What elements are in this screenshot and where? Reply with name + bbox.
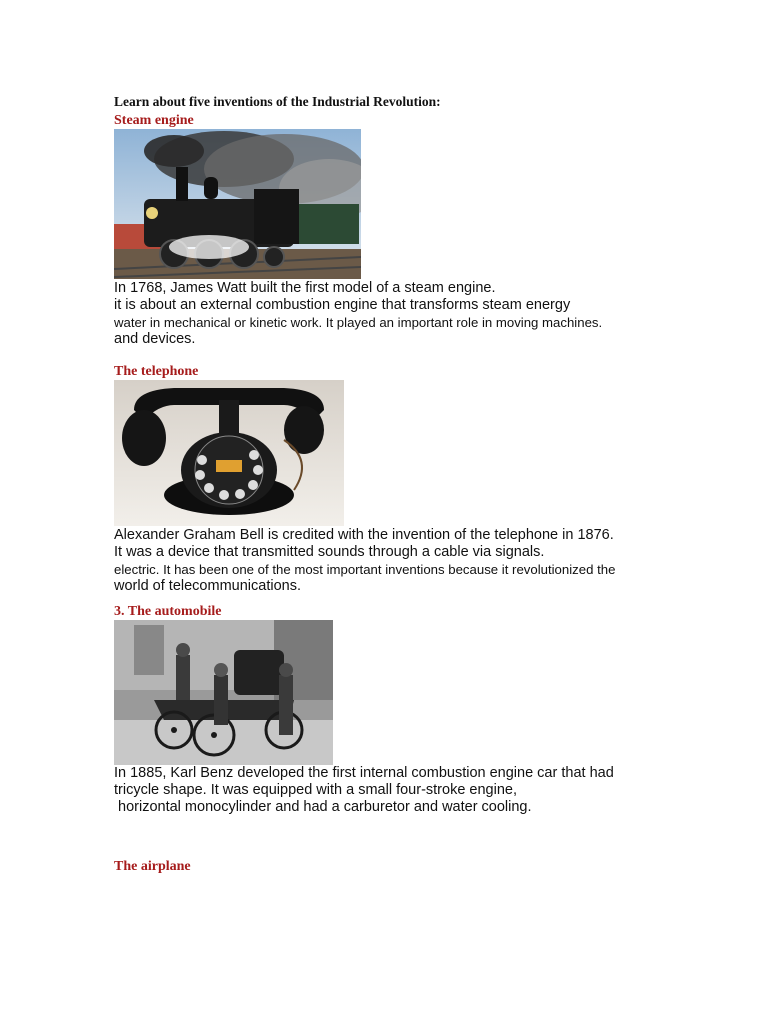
automobile-text-line: tricycle shape. It was equipped with a small four-stroke engine, [114, 782, 517, 798]
telephone-text-line: It was a device that transmitted sounds through a cable via signals. [114, 544, 545, 560]
steam-locomotive-photo [114, 129, 361, 279]
rotary-telephone-photo [114, 380, 344, 526]
telephone-text-line: Alexander Graham Bell is credited with the invention of the telephone in 1876. [114, 527, 614, 543]
steam-text-line: water in mechanical or kinetic work. It played an important role in moving machines. [114, 315, 603, 330]
intro-heading: Learn about five inventions of the Industrial Revolution: [114, 94, 441, 109]
section-heading-telephone: The telephone [114, 364, 199, 379]
steam-text-line: and devices. [114, 331, 196, 347]
automobile-text-line: In 1885, Karl Benz developed the first internal combustion engine car that had [114, 765, 614, 781]
telephone-text-line: world of telecommunications. [114, 578, 301, 594]
steam-text-line: it is about an external combustion engine that transforms steam energy [114, 297, 571, 313]
steam-text-line: In 1768, James Watt built the first model of a steam engine. [114, 280, 496, 296]
section-heading-automobile: 3. The automobile [114, 604, 222, 619]
early-automobile-photo [114, 620, 333, 765]
section-heading-steam-engine: Steam engine [114, 113, 194, 128]
telephone-text-line: electric. It has been one of the most important inventions because it revolutionized the [114, 562, 616, 577]
section-heading-airplane: The airplane [114, 859, 191, 874]
automobile-text-line: horizontal monocylinder and had a carburetor and water cooling. [114, 799, 532, 815]
